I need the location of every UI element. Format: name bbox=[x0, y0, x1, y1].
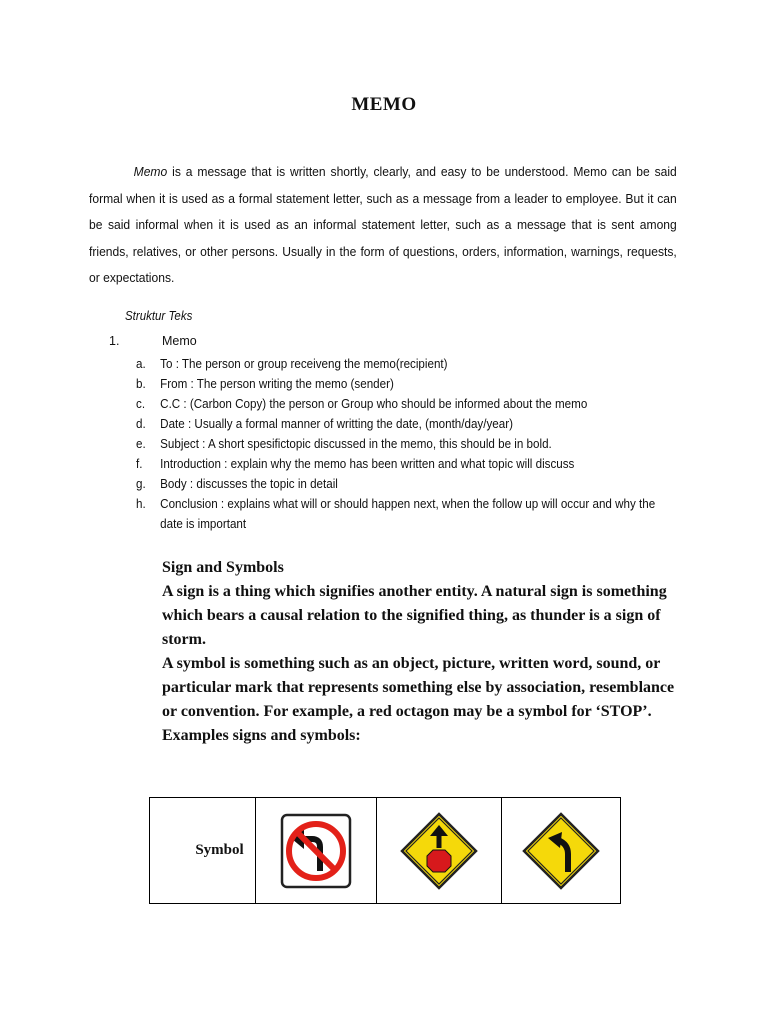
item-text: To : The person or group receiveng the memo(recipient) bbox=[160, 357, 448, 371]
intro-paragraph bbox=[89, 159, 677, 292]
item-text: C.C : (Carbon Copy) the person or Group who should be informed about the memo bbox=[160, 397, 588, 411]
sign-definition: A sign is a thing which signifies another entity. A natural sign is something which bears a causal relation to the signified thing, as thunder is a sign of storm. bbox=[162, 583, 667, 648]
row-label-cell bbox=[150, 798, 256, 904]
list-item bbox=[136, 414, 675, 434]
list-item bbox=[136, 354, 675, 374]
item-letter: d. bbox=[136, 417, 146, 431]
examples-heading: Examples signs and symbols: bbox=[162, 727, 361, 744]
item-text: Introduction : explain why the memo has been written and what topic will discuss bbox=[160, 457, 575, 471]
left-curve-sign-icon bbox=[522, 812, 600, 890]
symbols-table bbox=[149, 797, 621, 904]
structure-heading: Struktur Teks bbox=[125, 309, 193, 323]
item-letter: g. bbox=[136, 477, 146, 491]
item-letter: c. bbox=[136, 397, 146, 411]
item-letter: f. bbox=[136, 457, 143, 471]
list-item bbox=[136, 454, 675, 474]
signs-heading: Sign and Symbols bbox=[162, 559, 284, 576]
item-letter: a. bbox=[136, 357, 146, 371]
intro-lead-word: Memo bbox=[133, 164, 168, 179]
list-item bbox=[136, 434, 675, 454]
symbol-definition: A symbol is something such as an object, picture, written word, sound, or particular mark that represents something else by association, resemblance or convention. For example, a red octagon may be a symbol for ‘STOP’. bbox=[162, 655, 675, 720]
memo-structure-list bbox=[136, 354, 676, 534]
table-cell bbox=[256, 798, 377, 904]
item-text: Subject : A short spesifictopic discussed in the memo, this should be in bold. bbox=[160, 437, 552, 451]
table-cell bbox=[502, 798, 621, 904]
item-text: Date : Usually a formal manner of writting the date, (month/day/year) bbox=[160, 417, 513, 431]
table-cell bbox=[377, 798, 502, 904]
list-item bbox=[136, 494, 675, 534]
list-number: 1. bbox=[109, 334, 120, 348]
item-letter: e. bbox=[136, 437, 146, 451]
item-text: Body : discusses the topic in detail bbox=[160, 477, 338, 491]
row-label: Symbol bbox=[195, 842, 244, 858]
stop-ahead-sign-icon bbox=[400, 812, 478, 890]
item-letter: b. bbox=[136, 377, 146, 391]
signs-section bbox=[162, 556, 682, 748]
item-text: Conclusion : explains what will or should happen next, when the follow up will occur and why the date is important bbox=[160, 497, 656, 531]
no-left-turn-sign-icon bbox=[280, 813, 352, 889]
list-item bbox=[136, 394, 675, 414]
table-row bbox=[150, 798, 621, 904]
item-text: From : The person writing the memo (sender) bbox=[160, 377, 394, 391]
list-title: Memo bbox=[162, 334, 197, 348]
list-item bbox=[136, 474, 675, 494]
item-letter: h. bbox=[136, 497, 146, 511]
list-item bbox=[136, 374, 675, 394]
intro-text: is a message that is written shortly, clearly, and easy to be understood. Memo can be said formal when it is used as a formal statement letter, such as a message from a leader to employee. But it can be said informal when it is used as an informal statement letter, such as a message that is sent among friends, relatives, or other persons. Usually in the form of questions, orders, information, warnings, requests, or expectations. bbox=[89, 164, 677, 285]
page-title: MEMO bbox=[351, 94, 417, 115]
